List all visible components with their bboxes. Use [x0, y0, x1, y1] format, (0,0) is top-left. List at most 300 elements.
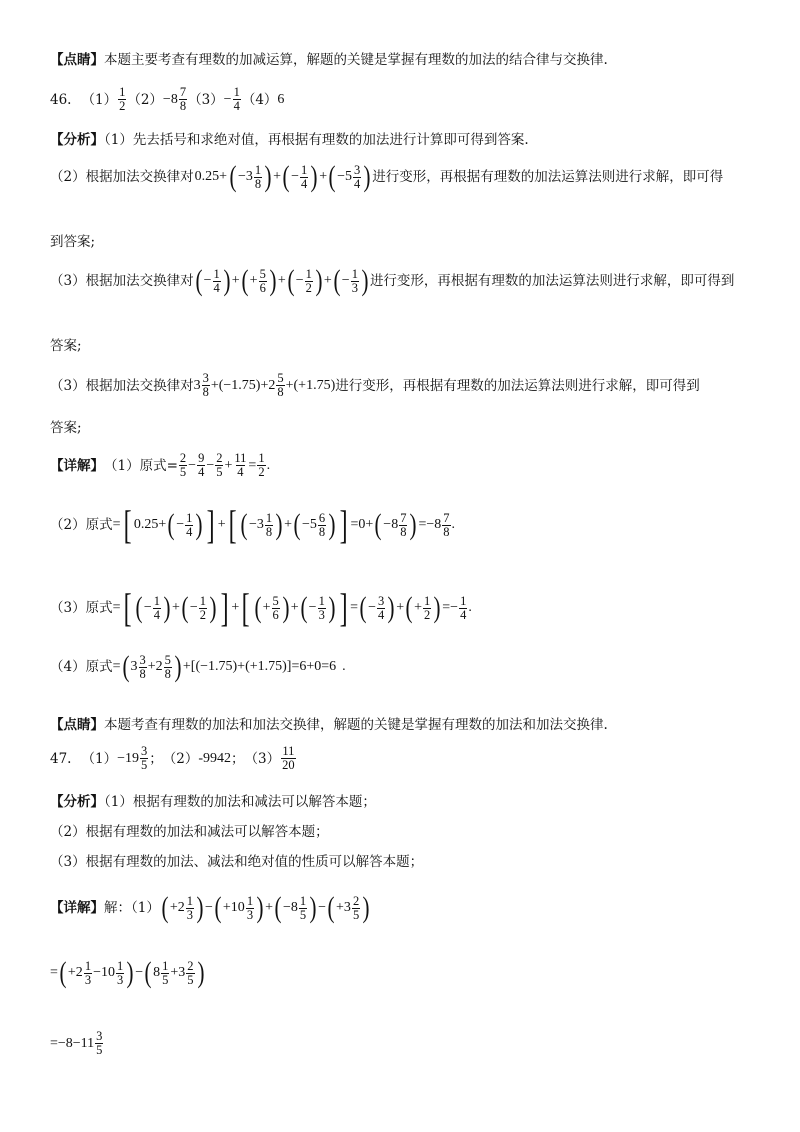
- bracket: ]: [339, 585, 348, 630]
- math-text: =: [248, 457, 257, 473]
- question-number: 46.: [50, 91, 72, 108]
- bracket: ): [310, 160, 318, 193]
- bracket: (: [282, 160, 290, 193]
- math-text: 6: [277, 91, 285, 107]
- detail-tag: 【详解】: [50, 457, 104, 474]
- numerator: 2: [216, 451, 223, 465]
- bracket: (: [274, 891, 282, 924]
- answer-label: （3）: [244, 750, 281, 767]
- bracket: (: [214, 891, 222, 924]
- math-text: −: [341, 273, 350, 288]
- answer-label: （1）: [81, 750, 118, 767]
- bracket: ]: [220, 585, 229, 630]
- math-text: −: [223, 91, 232, 107]
- bracket: (: [328, 160, 336, 193]
- numerator: 5: [277, 371, 284, 385]
- denominator: 4: [377, 607, 385, 622]
- math-text: =−8: [418, 517, 442, 532]
- denominator: 5: [96, 1043, 103, 1057]
- numerator: 1: [258, 451, 265, 465]
- numerator: 3: [377, 593, 385, 608]
- remark-tag: 【点睛】: [50, 717, 104, 733]
- fraction: [259, 268, 267, 295]
- math-text: −8: [162, 91, 178, 107]
- math-text: +: [284, 517, 293, 532]
- fraction: [164, 654, 172, 681]
- numerator: 7: [400, 510, 407, 525]
- numerator: 7: [179, 85, 187, 99]
- bracket: [: [123, 585, 132, 630]
- numerator: 5: [164, 652, 171, 667]
- numerator: 3: [202, 371, 209, 385]
- denominator: 6: [259, 280, 266, 295]
- question-46-answers: [50, 86, 284, 113]
- detail-tag: 【详解】: [50, 900, 104, 916]
- bracket: ): [126, 956, 134, 989]
- denominator: 3: [246, 907, 254, 922]
- detail-46-l4: [50, 652, 346, 682]
- math-text: −8: [282, 900, 298, 915]
- denominator: 6: [272, 607, 279, 622]
- numerator: 1: [424, 593, 431, 608]
- math-text: +: [262, 600, 271, 615]
- numerator: 1: [153, 593, 160, 608]
- fraction: [95, 1030, 103, 1057]
- fraction: [186, 960, 194, 987]
- bracket: ): [315, 264, 323, 297]
- math-text: +(−1.75)+2: [210, 377, 276, 393]
- bracket: (: [374, 508, 382, 541]
- bracket: ): [328, 591, 336, 624]
- math-text: -9942: [198, 750, 231, 766]
- denominator: 3: [318, 607, 325, 622]
- fraction: [254, 164, 262, 191]
- math-text: −19: [117, 750, 139, 766]
- fraction: [377, 595, 385, 622]
- bracket: (: [327, 891, 335, 924]
- math-text: −3: [248, 517, 264, 532]
- fraction: [215, 452, 223, 479]
- bracket: [: [241, 585, 250, 630]
- denominator: 5: [216, 465, 223, 479]
- analysis-46-s3: [50, 266, 734, 296]
- numerator: 11: [282, 744, 295, 758]
- denominator: 8: [139, 666, 146, 681]
- fraction: [459, 595, 467, 622]
- bracket: (: [59, 956, 67, 989]
- bracket: [: [228, 502, 237, 547]
- numerator: 11: [234, 451, 247, 465]
- fraction: [140, 745, 148, 772]
- fraction: [305, 268, 313, 295]
- math-text: =−8−11: [50, 1035, 95, 1051]
- denominator: 4: [460, 607, 467, 622]
- denominator: 5: [179, 465, 187, 479]
- fraction: [179, 86, 187, 113]
- fraction: [197, 452, 205, 479]
- detail-47-l1: [50, 893, 371, 923]
- fraction: [139, 654, 147, 681]
- fraction: [276, 372, 284, 399]
- numerator: 1: [460, 593, 467, 608]
- math-text: +: [414, 600, 423, 615]
- bracket: ): [256, 891, 264, 924]
- numerator: 9: [198, 451, 205, 465]
- math-text: −: [176, 517, 185, 532]
- math-text: −3: [238, 169, 253, 184]
- bracket: ): [282, 591, 290, 624]
- bracket: ): [309, 891, 317, 924]
- analysis-46-s2-cont: [50, 232, 95, 252]
- bracket: ): [174, 650, 182, 683]
- denominator: 4: [354, 176, 361, 191]
- fraction: [233, 452, 247, 479]
- math-text: +3: [170, 965, 186, 980]
- math-text: 3: [130, 659, 138, 674]
- bracket: (: [195, 264, 203, 297]
- denominator: 5: [140, 758, 148, 772]
- fraction: [351, 268, 359, 295]
- numerator: 3: [139, 652, 146, 667]
- denominator: 20: [282, 758, 295, 772]
- math-text: −: [205, 900, 213, 915]
- bracket: ): [328, 508, 336, 541]
- denominator: 4: [233, 99, 240, 113]
- bracket: ): [433, 591, 441, 624]
- numerator: 1: [351, 266, 358, 281]
- math-text: −: [135, 965, 144, 980]
- bracket: (: [135, 591, 143, 624]
- bracket: ): [409, 508, 417, 541]
- numerator: 1: [299, 893, 307, 908]
- numerator: 1: [199, 593, 207, 608]
- bracket: ]: [207, 502, 216, 547]
- numerator: 1: [162, 958, 169, 973]
- math-text: −: [295, 273, 304, 288]
- analysis-text: 进行变形，再根据有理数的加法运算法则进行求解，即可得: [372, 169, 724, 185]
- math-text: +(+1.75): [285, 377, 336, 393]
- detail-47-l2: [50, 958, 206, 988]
- math-text: =0+: [350, 517, 374, 532]
- math-text: +3: [336, 900, 351, 915]
- bracket: (: [161, 891, 169, 924]
- math-text: =−: [442, 600, 459, 615]
- denominator: 4: [300, 176, 308, 191]
- fraction: [84, 960, 92, 987]
- analysis-46-s4-cont: [50, 418, 82, 438]
- math-text: +2: [169, 900, 185, 915]
- bracket: ): [275, 508, 283, 541]
- bracket: ): [264, 160, 272, 193]
- fraction: [399, 512, 407, 539]
- answer-label: （1）: [81, 91, 118, 108]
- math-text: −: [291, 169, 299, 184]
- bracket: (: [122, 650, 129, 683]
- math-text: +: [265, 900, 273, 915]
- denominator: 2: [119, 99, 126, 113]
- analysis-text: （2）根据加法交换律对: [50, 169, 194, 185]
- fraction: [281, 745, 296, 772]
- detail-text: （3）原式: [50, 600, 113, 616]
- fraction: [153, 595, 161, 622]
- denominator: 2: [258, 465, 265, 479]
- fraction: [442, 512, 450, 539]
- math-text: +: [171, 600, 180, 615]
- bracket: (: [181, 591, 189, 624]
- math-text: +: [323, 273, 332, 288]
- fraction: [185, 512, 193, 539]
- math-text: =: [112, 600, 121, 615]
- question-number: 47.: [50, 750, 72, 767]
- denominator: 4: [153, 607, 160, 622]
- analysis-text: （1）先去括号和求绝对值，再根据有理数的加法进行计算即可得到答案.: [104, 132, 529, 148]
- numerator: 1: [300, 162, 308, 177]
- bracket: [: [123, 502, 132, 547]
- numerator: 1: [116, 958, 124, 973]
- math-text: −: [308, 600, 317, 615]
- fraction: [272, 595, 280, 622]
- numerator: 1: [305, 266, 312, 281]
- numerator: 1: [254, 162, 262, 177]
- math-text: +: [290, 600, 299, 615]
- math-text: −: [368, 600, 376, 615]
- numerator: 1: [318, 593, 325, 608]
- math-text: 0.25+: [133, 517, 167, 532]
- numerator: 1: [84, 958, 92, 973]
- numerator: 2: [352, 893, 360, 908]
- denominator: 8: [179, 99, 187, 113]
- numerator: 1: [246, 893, 254, 908]
- detail-46-l3: [50, 585, 472, 630]
- analysis-47-s2: [50, 822, 329, 842]
- bracket: (: [144, 956, 152, 989]
- denominator: 5: [352, 907, 360, 922]
- analysis-text: （3）根据加法交换律对: [50, 377, 194, 394]
- numerator: 1: [186, 893, 193, 908]
- bracket: (: [167, 508, 175, 541]
- remark-text: 本题主要考查有理数的加减运算，解题的关键是掌握有理数的加法的结合律与交换律.: [104, 52, 608, 68]
- math-text: +: [224, 457, 233, 473]
- math-text: −: [318, 900, 327, 915]
- math-text: 0.25+: [194, 169, 227, 184]
- bracket: ): [361, 264, 369, 297]
- math-text: .: [266, 457, 271, 473]
- math-text: 8: [153, 965, 161, 980]
- numerator: 2: [179, 451, 187, 465]
- bracket: (: [287, 264, 295, 297]
- remark-line-1: [50, 50, 608, 70]
- fraction: [213, 268, 221, 295]
- math-text: −: [206, 457, 215, 473]
- math-text: −: [143, 600, 152, 615]
- bracket: ): [197, 956, 205, 989]
- bracket: ): [363, 160, 371, 193]
- answer-label: （2）: [127, 91, 163, 108]
- analysis-text: 答案;: [50, 420, 82, 436]
- fraction: [257, 452, 265, 479]
- numerator: 1: [213, 266, 220, 281]
- detail-46-l1: [50, 452, 270, 479]
- denominator: 5: [187, 972, 194, 987]
- denominator: 8: [265, 524, 273, 539]
- denominator: 4: [237, 465, 244, 479]
- analysis-tag: 【分析】: [50, 132, 104, 148]
- fraction: [352, 895, 360, 922]
- denominator: 2: [305, 280, 312, 295]
- denominator: 2: [199, 607, 207, 622]
- math-text: .: [468, 600, 472, 615]
- denominator: 2: [424, 607, 431, 622]
- denominator: 3: [84, 972, 92, 987]
- analysis-46-s2: [50, 162, 723, 192]
- denominator: 4: [186, 524, 193, 539]
- math-text: −: [189, 600, 198, 615]
- bracket: ): [269, 264, 277, 297]
- bracket: (: [293, 508, 301, 541]
- math-text: +: [273, 169, 282, 184]
- bracket: ): [387, 591, 395, 624]
- denominator: 5: [162, 972, 169, 987]
- denominator: 3: [351, 280, 358, 295]
- fraction: [233, 86, 241, 113]
- bracket: (: [405, 591, 413, 624]
- math-text: +: [249, 273, 258, 288]
- denominator: 4: [213, 280, 220, 295]
- bracket: (: [300, 591, 308, 624]
- fraction: [118, 86, 126, 113]
- remark-tag: 【点睛】: [50, 52, 104, 68]
- remark-text: 本题考查有理数的加法和加法交换律，解题的关键是掌握有理数的加法和加法交换律.: [104, 717, 608, 733]
- numerator: 2: [187, 958, 194, 973]
- denominator: 4: [198, 465, 205, 479]
- bracket: ): [223, 264, 231, 297]
- denominator: 8: [164, 666, 171, 681]
- analysis-47-s3: [50, 852, 423, 872]
- analysis-tag: 【分析】: [50, 794, 104, 810]
- analysis-text: 进行变形，再根据有理数的加法运算法则进行求解，即可得到: [369, 273, 735, 289]
- fraction: [199, 595, 207, 622]
- analysis-46-s4: [50, 372, 700, 399]
- denominator: 8: [400, 524, 407, 539]
- fraction: [300, 164, 308, 191]
- numerator: 1: [265, 510, 273, 525]
- math-text: =: [50, 965, 58, 980]
- numerator: 3: [354, 162, 361, 177]
- math-text: =: [112, 659, 121, 674]
- math-text: +: [396, 600, 405, 615]
- answer-label: （3）: [188, 91, 224, 108]
- analysis-46-s3-cont: [50, 336, 82, 356]
- numerator: 5: [272, 593, 279, 608]
- fraction: [299, 895, 307, 922]
- analysis-47-s1: [50, 792, 376, 812]
- numerator: 1: [186, 510, 193, 525]
- denominator: 3: [116, 972, 124, 987]
- math-text: +: [277, 273, 286, 288]
- math-text: −: [203, 273, 212, 288]
- math-text: −5: [337, 169, 353, 184]
- math-text: −10: [93, 965, 115, 980]
- bracket: ): [196, 891, 204, 924]
- fraction: [186, 895, 194, 922]
- bracket: ]: [339, 502, 348, 547]
- fraction: [246, 895, 254, 922]
- analysis-text: （1）根据有理数的加法和减法可以解答本题；: [104, 794, 376, 810]
- math-text: +10: [222, 900, 245, 915]
- bracket: (: [241, 264, 249, 297]
- numerator: 6: [318, 510, 326, 525]
- denominator: 5: [299, 907, 307, 922]
- fraction: [318, 595, 326, 622]
- math-text: =: [350, 600, 359, 615]
- bracket: ): [163, 591, 171, 624]
- bracket: (: [359, 591, 367, 624]
- math-text: 3: [193, 377, 201, 393]
- denominator: 8: [277, 385, 284, 399]
- analysis-text: （2）根据有理数的加法和减法可以解答本题；: [50, 824, 329, 840]
- math-text: +2: [67, 965, 83, 980]
- numerator: 1: [233, 85, 240, 99]
- numerator: 3: [96, 1029, 103, 1043]
- analysis-46-s1: [50, 130, 529, 150]
- math-text: +: [231, 600, 240, 615]
- analysis-text: 进行变形，再根据有理数的加法运算法则进行求解，即可得到: [335, 377, 700, 394]
- bracket: (: [333, 264, 341, 297]
- denominator: 8: [254, 176, 262, 191]
- bracket: ): [209, 591, 217, 624]
- math-text: +: [217, 517, 226, 532]
- fraction: [116, 960, 124, 987]
- bracket: ): [195, 508, 203, 541]
- math-text: −: [188, 457, 197, 473]
- analysis-text: 到答案;: [50, 234, 96, 250]
- math-text: +2: [147, 659, 163, 674]
- denominator: 8: [443, 524, 450, 539]
- analysis-text: （3）根据加法交换律对: [50, 273, 194, 289]
- numerator: 5: [259, 266, 266, 281]
- math-text: +[(−1.75)+(+1.75)]=6+0=6: [182, 659, 337, 674]
- fraction: [161, 960, 169, 987]
- denominator: 8: [202, 385, 209, 399]
- math-text: +: [319, 169, 328, 184]
- numerator: 7: [443, 510, 450, 525]
- remark-line-2: [50, 715, 608, 735]
- detail-text: （2）原式: [50, 517, 113, 533]
- fraction: [265, 512, 273, 539]
- denominator: 8: [318, 524, 326, 539]
- math-text: .: [342, 659, 346, 674]
- math-text: .: [451, 517, 455, 532]
- math-text: +: [231, 273, 240, 288]
- question-47-answers: 47. （1） −19 $\frac{3}{5}$ ； （2） -9942 ； （3） $\frac{11}{20}$: [50, 744, 295, 772]
- detail-text: （4）原式: [50, 659, 113, 675]
- math-text: =: [112, 517, 121, 532]
- math-text: −8: [383, 517, 399, 532]
- detail-46-l2: [50, 502, 455, 547]
- denominator: 3: [186, 907, 193, 922]
- bracket: (: [240, 508, 248, 541]
- detail-text: 解：（1）: [104, 900, 160, 916]
- detail-text: （1）原式=: [104, 457, 178, 474]
- analysis-text: 答案;: [50, 338, 82, 354]
- bracket: (: [229, 160, 237, 193]
- fraction: [202, 372, 210, 399]
- fraction: [179, 452, 187, 479]
- analysis-text: （3）根据有理数的加法、减法和绝对值的性质可以解答本题；: [50, 854, 424, 870]
- fraction: [318, 512, 326, 539]
- bracket: (: [254, 591, 262, 624]
- numerator: 1: [119, 85, 126, 99]
